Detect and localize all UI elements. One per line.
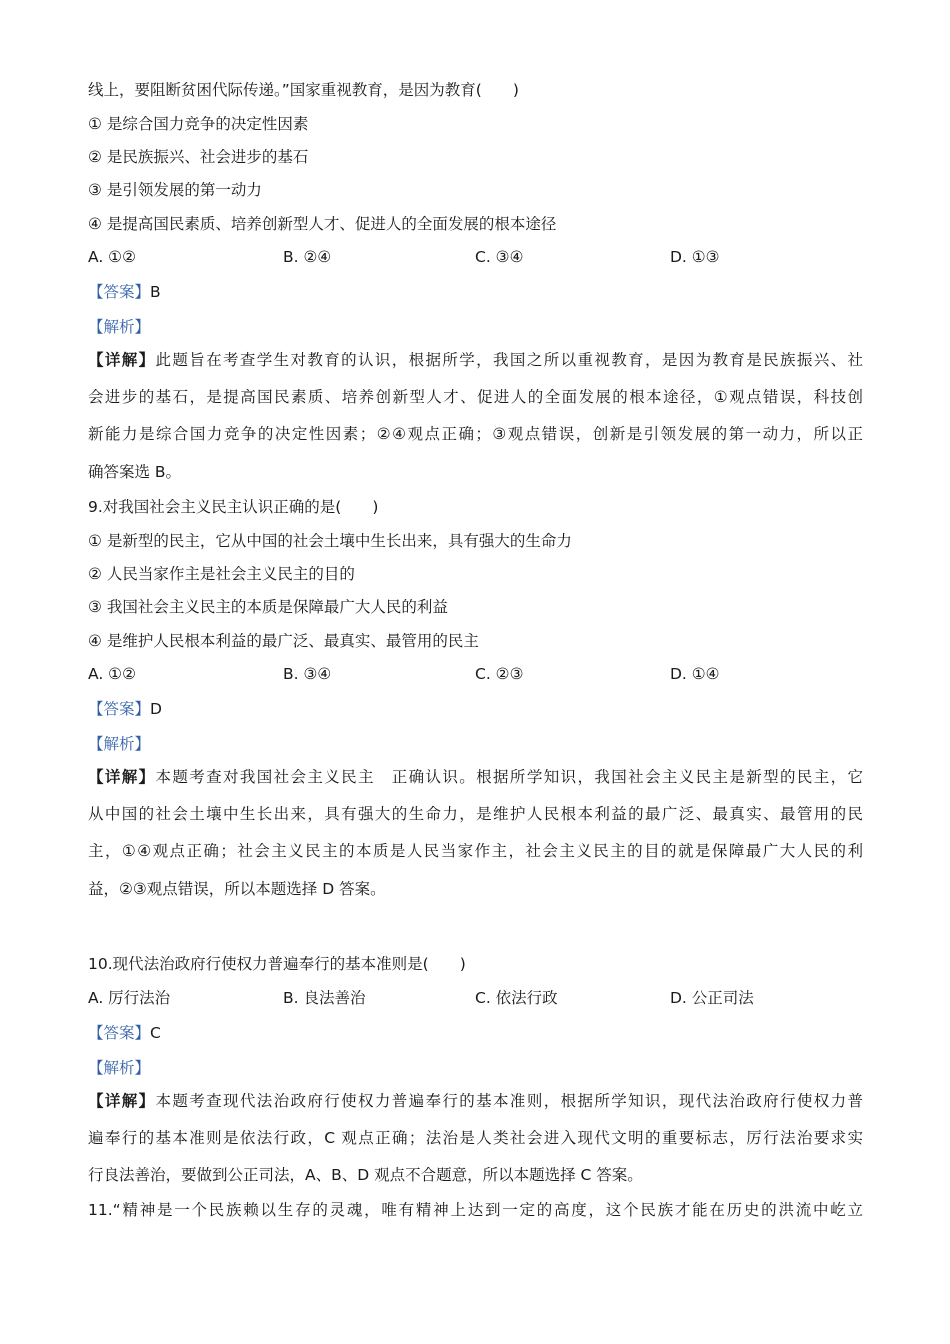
q8-item-1: ① 是综合国力竞争的决定性因素 [88,115,309,133]
q10-detail-line-3: 行良法善治，要做到公正司法，A、B、D 观点不合题意，所以本题选择 C 答案。 [88,1166,643,1184]
q10-options [88,988,863,1008]
q10-option-b: B. 良法善治 [283,989,366,1007]
q9-answer [88,699,863,719]
q10-detail-line-2: 遍奉行的基本准则是依法行政，C 观点正确；法治是人类社会进入现代文明的重要标志，厉行法治要求实 [88,1129,863,1147]
q8-item-3: ③ 是引领发展的第一动力 [88,181,262,199]
q9-detail-line-4: 益，②③观点错误，所以本题选择 D 答案。 [88,880,386,898]
q9-stem: 9.对我国社会主义民主认识正确的是( ) [88,498,379,516]
q9-item-3: ③ 我国社会主义民主的本质是保障最广大人民的利益 [88,598,448,616]
detail-text: 本题考查现代法治政府行使权力普遍奉行的基本准则，根据所学知识，现代法治政府行使权力普 [155,1092,863,1110]
answer-tag: 【答案】 [88,700,151,718]
q8-stem-tail: 线上，要阻断贫困代际传递。”国家重视教育，是因为教育( ) [88,81,519,99]
detail-text: 此题旨在考查学生对教育的认识，根据所学，我国之所以重视教育，是因为教育是民族振兴、社 [155,351,863,369]
answer-value: B [150,283,161,301]
q8-item-4: ④ 是提高国民素质、培养创新型人才、促进人的全面发展的根本途径 [88,215,557,233]
answer-value: C [150,1024,161,1042]
detail-text: 本题考查对我国社会主义民主 正确认识。根据所学知识，我国社会主义民主是新型的民主，它 [155,768,863,786]
answer-tag: 【答案】 [88,1024,151,1042]
q9-detail-line-1 [88,767,863,787]
q8-detail-line-2: 会进步的基石，是提高国民素质、培养创新型人才、促进人的全面发展的根本途径，①观点错误，科技创 [88,388,863,406]
q8-detail-line-1 [88,350,863,370]
q9-detail-line-3: 主，①④观点正确；社会主义民主的本质是人民当家作主，社会主义民主的目的就是保障最广大人民的利 [88,842,863,860]
q8-option-d: D. ①③ [670,248,720,266]
q9-detail-line-2: 从中国的社会土壤中生长出来，具有强大的生命力，是维护人民根本利益的最广泛、最真实、最管用的民 [88,805,863,823]
q8-option-b: B. ②④ [283,248,332,266]
q10-analysis-tag [88,1058,863,1078]
q10-answer [88,1023,863,1043]
q9-option-d: D. ①④ [670,665,720,683]
q10-option-c: C. 依法行政 [475,989,558,1007]
q9-item-4: ④ 是维护人民根本利益的最广泛、最真实、最管用的民主 [88,632,479,650]
q9-analysis-tag [88,734,863,754]
detail-tag: 【详解】 [88,768,156,786]
q11-stem: 11.“精神是一个民族赖以生存的灵魂，唯有精神上达到一定的高度，这个民族才能在历史的洪流中屹立 [88,1201,863,1219]
analysis-tag: 【解析】 [88,1059,151,1077]
q9-option-b: B. ③④ [283,665,332,683]
q8-detail-line-3: 新能力是综合国力竞争的决定性因素；②④观点正确；③观点错误，创新是引领发展的第一动力，所以正 [88,425,863,443]
q9-item-2: ② 人民当家作主是社会主义民主的目的 [88,565,355,583]
answer-tag: 【答案】 [88,283,151,301]
q8-option-c: C. ③④ [475,248,524,266]
q8-option-a: A. ①② [88,248,136,266]
q9-option-a: A. ①② [88,665,136,683]
analysis-tag: 【解析】 [88,318,151,336]
q9-item-1: ① 是新型的民主，它从中国的社会土壤中生长出来，具有强大的生命力 [88,532,572,550]
q10-option-a: A. 厉行法治 [88,989,171,1007]
q8-analysis-tag [88,317,863,337]
q8-answer [88,282,863,302]
q10-detail-line-1 [88,1091,863,1111]
answer-value: D [150,700,162,718]
q9-option-c: C. ②③ [475,665,524,683]
q10-option-d: D. 公正司法 [670,989,754,1007]
q8-options [88,247,863,267]
detail-tag: 【详解】 [88,1092,156,1110]
analysis-tag: 【解析】 [88,735,151,753]
q10-stem: 10.现代法治政府行使权力普遍奉行的基本准则是( ) [88,955,466,973]
q9-options [88,664,863,684]
q8-detail-line-4: 确答案选 B。 [88,463,182,481]
detail-tag: 【详解】 [88,351,156,369]
q8-item-2: ② 是民族振兴、社会进步的基石 [88,148,309,166]
